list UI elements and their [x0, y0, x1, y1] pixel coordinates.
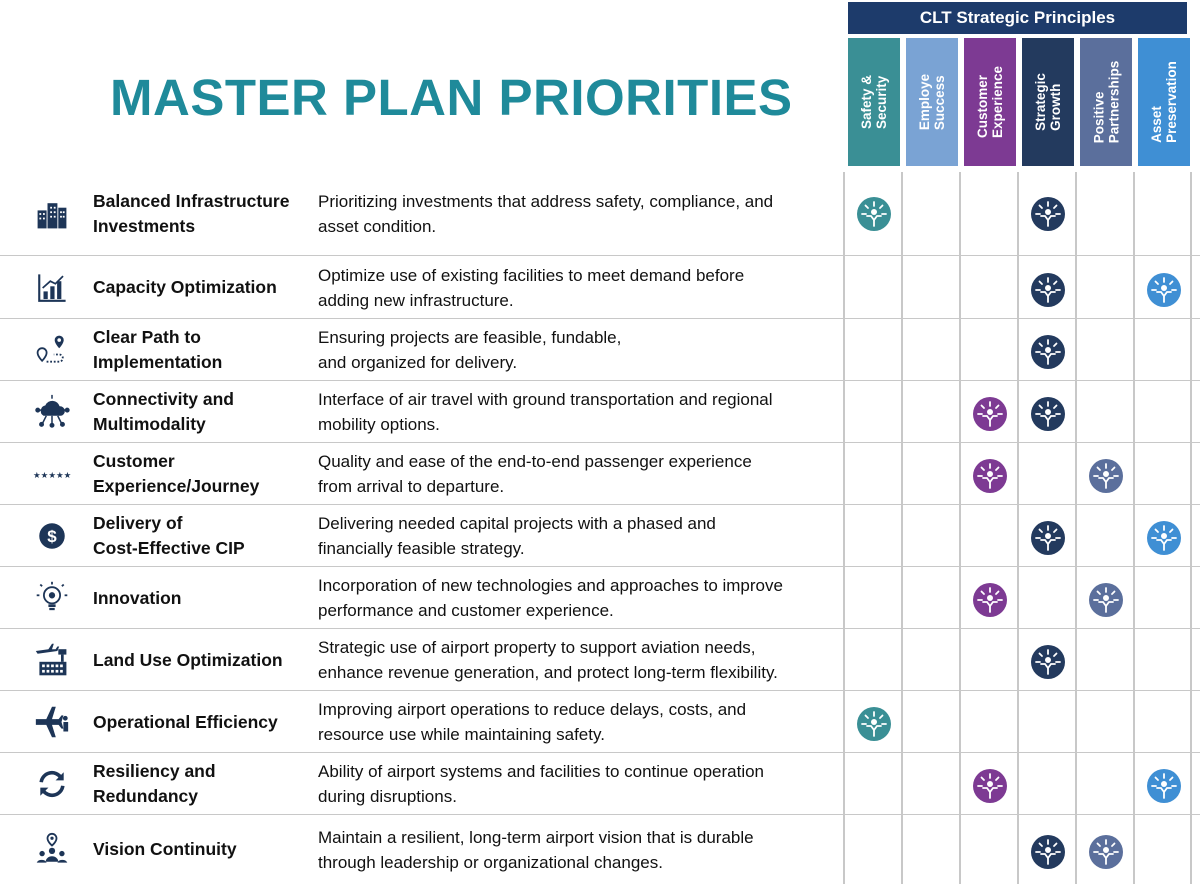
priority-description: Strategic use of airport property to support aviation needs, enhance revenue generation, and protect long-term flexibility. — [318, 638, 778, 682]
principle-badge-strategic — [1030, 520, 1066, 556]
priority-row — [0, 172, 1200, 256]
priority-row — [0, 256, 1200, 319]
principle-label: Safety & Security — [859, 74, 889, 130]
priority-name: Operational Efficiency — [93, 711, 278, 732]
principle-label: Customer Experience — [975, 65, 1006, 139]
priority-name: Balanced Infrastructure Investments — [93, 191, 290, 236]
priority-description: Delivering needed capital projects with a phased and financially feasible strategy. — [318, 514, 716, 558]
principle-header-safety — [848, 38, 900, 166]
principle-label: Asset Preservation — [1149, 61, 1180, 143]
principle-badge-strategic — [1030, 334, 1066, 370]
principle-label: Employe Success — [917, 73, 947, 131]
svg-text:★★★★★: ★★★★★ — [33, 470, 71, 480]
principle-badge-asset — [1146, 272, 1182, 308]
principle-badge-safety — [856, 706, 892, 742]
route-pin-icon — [32, 330, 72, 370]
principle-badge-strategic — [1030, 272, 1066, 308]
principle-header-customer — [964, 38, 1016, 166]
principle-badge-customer — [972, 458, 1008, 494]
principle-badge-strategic — [1030, 196, 1066, 232]
airport-building-icon — [32, 640, 72, 680]
principle-badge-strategic — [1030, 834, 1066, 870]
principle-header-asset — [1138, 38, 1190, 166]
page-title: MASTER PLAN PRIORITIES — [110, 69, 793, 126]
principle-badge-safety — [856, 196, 892, 232]
svg-text:$: $ — [47, 526, 57, 546]
principle-badge-partnerships — [1088, 582, 1124, 618]
priority-row — [0, 691, 1200, 753]
principle-badge-customer — [972, 768, 1008, 804]
priority-row — [0, 629, 1200, 691]
lightbulb-gear-icon — [32, 578, 72, 618]
principle-badge-customer — [972, 582, 1008, 618]
principle-label: Positive Partnerships — [1091, 60, 1121, 144]
principle-badge-asset — [1146, 768, 1182, 804]
priority-name: Vision Continuity — [93, 839, 237, 859]
priority-name: Capacity Optimization — [93, 277, 277, 297]
priority-name: Connectivity and Multimodality — [93, 389, 234, 434]
network-cloud-icon — [32, 392, 72, 432]
priority-description: Optimize use of existing facilities to meet demand before adding new infrastructure. — [318, 265, 745, 310]
priority-name: Resiliency and Redundancy — [93, 761, 216, 806]
buildings-icon — [32, 194, 72, 234]
team-pin-icon — [32, 830, 72, 870]
priority-name: Customer Experience/Journey — [93, 451, 260, 496]
priority-description: Quality and ease of the end-to-end passenger experience from arrival to departure. — [318, 452, 752, 496]
principle-badge-strategic — [1030, 644, 1066, 680]
priority-name: Clear Path to Implementation — [93, 327, 223, 372]
principles-header: CLT Strategic Principles — [848, 2, 1187, 34]
principle-header-partnerships — [1080, 38, 1132, 166]
priority-name: Land Use Optimization — [93, 649, 283, 670]
principle-badge-partnerships — [1088, 458, 1124, 494]
priority-row — [0, 319, 1200, 381]
priority-row — [0, 567, 1200, 629]
priority-description: Ability of airport systems and facilities to continue operation during disruptions. — [318, 762, 765, 806]
principle-header-strategic — [1022, 38, 1074, 166]
priority-name: Innovation — [93, 587, 182, 608]
five-stars-icon — [32, 454, 72, 494]
priority-row — [0, 443, 1200, 505]
priority-description: Improving airport operations to reduce delays, costs, and resource use while maintaining safety. — [318, 700, 747, 744]
priority-description: Maintain a resilient, long-term airport vision that is durable through leadership or organizational changes. — [318, 827, 754, 872]
dollar-coin-icon — [32, 516, 72, 556]
priority-description: Incorporation of new technologies and approaches to improve performance and customer experience. — [318, 576, 783, 620]
priority-row — [0, 753, 1200, 815]
principle-label: Strategic Growth — [1033, 73, 1063, 131]
bar-chart-icon — [32, 268, 72, 308]
principle-badge-strategic — [1030, 396, 1066, 432]
priority-row — [0, 381, 1200, 443]
priority-name: Delivery of Cost-Effective CIP — [93, 513, 245, 558]
priority-row — [0, 505, 1200, 567]
airplane-person-icon — [32, 702, 72, 742]
principle-badge-partnerships — [1088, 834, 1124, 870]
priority-description: Prioritizing investments that address safety, compliance, and asset condition. — [318, 192, 774, 236]
priority-description: Ensuring projects are feasible, fundable, and organized for delivery. — [318, 328, 622, 372]
principle-badge-asset — [1146, 520, 1182, 556]
principle-badge-customer — [972, 396, 1008, 432]
principle-header-employee — [906, 38, 958, 166]
priority-row — [0, 815, 1200, 884]
refresh-arrows-icon — [32, 764, 72, 804]
priority-description: Interface of air travel with ground transportation and regional mobility options. — [318, 390, 773, 434]
